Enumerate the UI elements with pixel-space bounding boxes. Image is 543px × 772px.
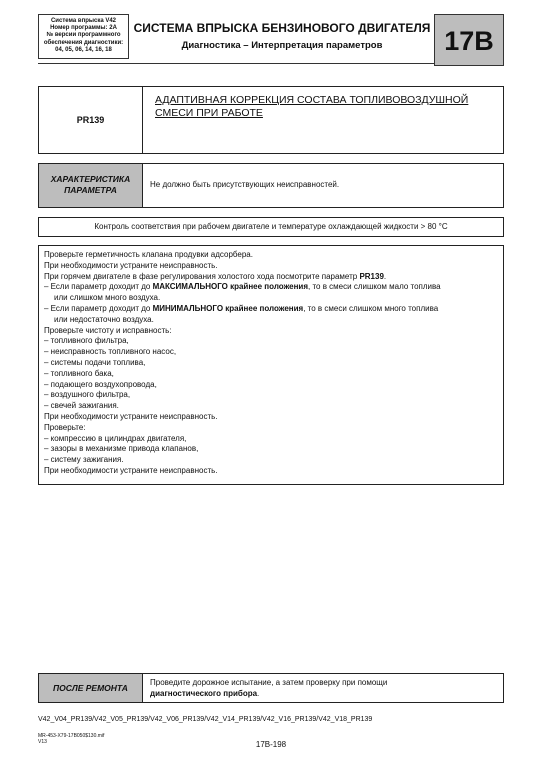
emphasis: диагностического прибора	[150, 688, 258, 698]
info-line: 04, 05, 06, 14, 16, 18	[55, 46, 112, 53]
info-line: обеспечения диагностики:	[43, 39, 124, 46]
instruction-line: При необходимости устраните неисправность.	[44, 411, 218, 421]
instruction-line	[44, 272, 500, 283]
instruction-line: Проверьте герметичность клапана продувки адсорбера.	[44, 250, 253, 259]
parameter-title	[155, 94, 500, 120]
after-repair-text	[150, 678, 500, 699]
instruction-line: Проверьте:	[44, 422, 86, 432]
footer-doc-line: V13	[38, 739, 47, 745]
footer-doc-line: MR-453-X79-17B050$130.mif	[38, 733, 105, 739]
condition-box: Контроль соответствия при рабочем двигателе и температуре охлаждающей жидкости > 80 °C	[38, 217, 504, 237]
instruction-line: Проверьте чистоту и исправность:	[44, 325, 172, 335]
list-item: – компрессию в цилиндрах двигателя,	[44, 433, 187, 443]
bullet-continuation: или слишком много воздуха.	[54, 293, 161, 303]
parameter-title-line: СМЕСИ ПРИ РАБОТЕ	[155, 107, 263, 119]
parameter-block	[38, 86, 504, 154]
characteristic-label-line: ХАРАКТЕРИСТИКА	[50, 174, 131, 184]
info-line: № версии программного	[46, 32, 121, 39]
text-run: .	[383, 271, 387, 281]
emphasis: МИНИМАЛЬНОГО крайнее положения	[152, 303, 304, 313]
program-info-box	[38, 14, 129, 59]
instructions-block	[38, 245, 504, 485]
parameter-code: PR139	[39, 87, 143, 153]
info-line: Система впрыска V42	[50, 18, 117, 24]
text-run: При горячем двигателе в фазе регулирования холостого хода посмотрите параметр	[44, 271, 360, 281]
text-run: Проведите дорожное испытание, а затем проверку при помощи	[150, 678, 388, 687]
characteristic-label	[39, 164, 143, 207]
list-item: – системы подачи топлива,	[44, 357, 146, 367]
page-subtitle: Диагностика – Интерпретация параметров	[181, 40, 383, 51]
list-item: – топливного фильтра,	[44, 336, 129, 346]
characteristic-block	[38, 163, 504, 208]
list-item: – зазоры в механизме привода клапанов,	[44, 444, 199, 454]
bullet-line	[44, 282, 500, 293]
text-run: – Если параметр доходит до	[44, 282, 153, 292]
list-item: – свечей зажигания.	[44, 401, 119, 411]
instructions-text	[44, 250, 500, 477]
text-run: , то в смеси слишком много топлива	[303, 303, 439, 313]
parameter-title-line: АДАПТИВНАЯ КОРРЕКЦИЯ СОСТАВА ТОПЛИВОВОЗДУШНОЙ	[155, 94, 469, 106]
header-divider	[38, 63, 434, 64]
characteristic-text: Не должно быть присутствующих неисправностей.	[150, 180, 340, 189]
text-run: , то в смеси слишком мало топлива	[308, 282, 441, 292]
bullet-continuation: или недостаточно воздуха.	[54, 314, 154, 324]
text-run: .	[257, 688, 260, 698]
emphasis: МАКСИМАЛЬНОГО крайнее положения	[152, 282, 309, 292]
list-item: – воздушного фильтра,	[44, 390, 131, 400]
after-repair-block	[38, 673, 504, 703]
list-item: – топливного бака,	[44, 368, 114, 378]
footer-reference: V42_V04_PR139/V42_V05_PR139/V42_V06_PR139/V42_V14_PR139/V42_V16_PR139/V42_V18_PR139	[38, 716, 373, 723]
after-repair-label: ПОСЛЕ РЕМОНТА	[39, 674, 143, 702]
instruction-line: При необходимости устраните неисправность.	[44, 465, 218, 475]
characteristic-label-line: ПАРАМЕТРА	[64, 185, 117, 195]
list-item: – неисправность топливного насос,	[44, 347, 177, 357]
section-code-badge: 17B	[434, 14, 504, 66]
page-number: 17B-198	[255, 740, 287, 749]
page-title: СИСТЕМА ВПРЫСКА БЕНЗИНОВОГО ДВИГАТЕЛЯ	[133, 21, 431, 35]
footer-document-id	[38, 733, 104, 745]
text-run: – Если параметр доходит до	[44, 303, 153, 313]
info-line: Номер программы: 2A	[50, 25, 117, 32]
list-item: – систему зажигания.	[44, 455, 124, 465]
instruction-line: При необходимости устраните неисправность.	[44, 260, 218, 270]
list-item: – подающего воздухопровода,	[44, 379, 157, 389]
parameter-ref: PR139	[359, 271, 384, 281]
bullet-line	[44, 304, 500, 315]
